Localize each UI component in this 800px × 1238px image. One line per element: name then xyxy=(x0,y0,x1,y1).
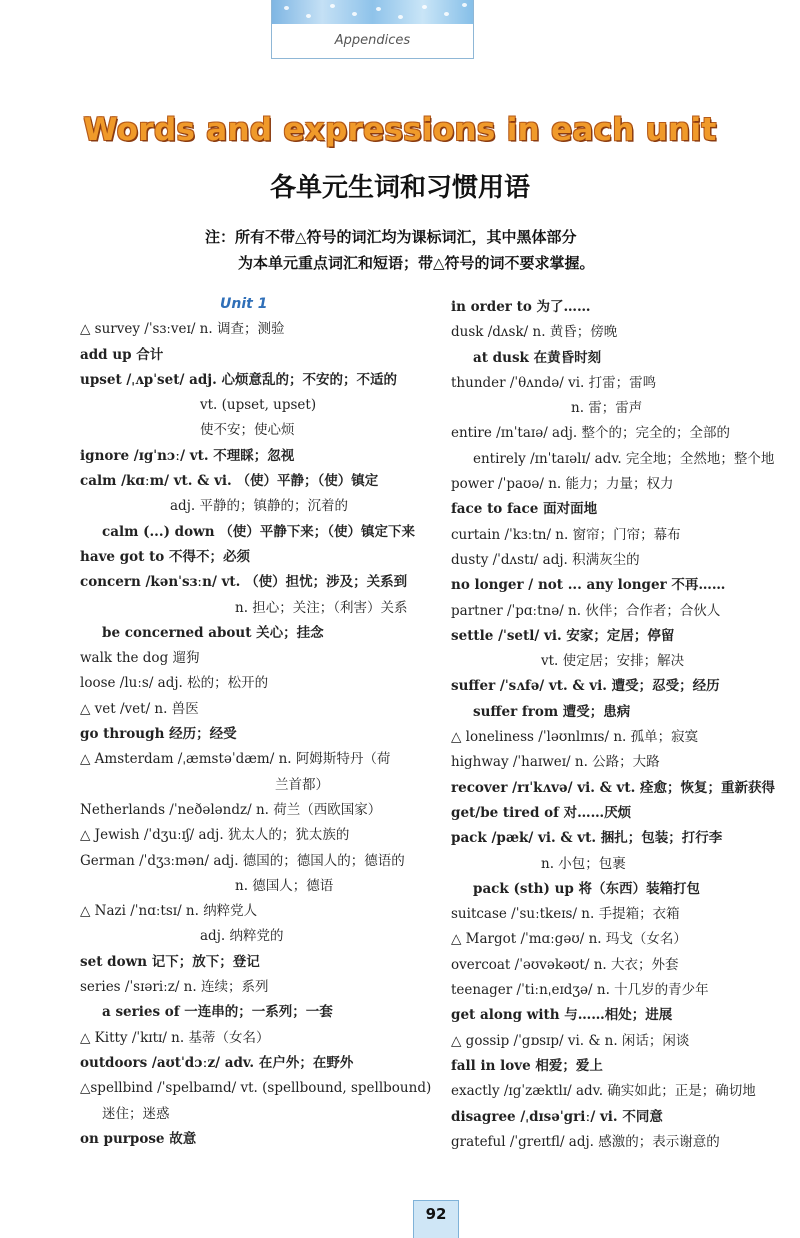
vocab-entry: outdoors /aʊtˈdɔːz/ adv. 在户外；在野外 xyxy=(80,1054,354,1071)
vocab-entry: entirely /ɪnˈtaɪəlɪ/ adv. 完全地；全然地；整个地 xyxy=(473,450,775,467)
vocab-entry: n. 雷；雷声 xyxy=(571,400,643,417)
vocab-entry: △spellbind /ˈspelbaɪnd/ vt. (spellbound, spellbound) xyxy=(80,1080,432,1097)
left-column xyxy=(80,292,431,1152)
page-title-chinese: 各单元生词和习惯用语 xyxy=(269,173,530,203)
vocab-entry: disagree /ˌdɪsəˈgriː/ vi. 不同意 xyxy=(451,1108,663,1125)
vocab-entry: get along with 与……相处；进展 xyxy=(451,1007,673,1024)
vocab-entry: △ gossip /ˈgɒsɪp/ vi. & n. 闲话；闲谈 xyxy=(451,1032,690,1049)
vocab-entry: on purpose 故意 xyxy=(80,1130,197,1147)
page-number-box xyxy=(413,1200,459,1238)
vocab-entry: suffer /ˈsʌfə/ vt. & vi. 遭受；忍受；经历 xyxy=(451,678,720,695)
vocab-entry: be concerned about 关心；挂念 xyxy=(102,624,324,641)
vocab-entry: concern /kənˈsɜːn/ vt. （使）担忧；涉及；关系到 xyxy=(80,574,408,591)
right-column xyxy=(451,295,775,1155)
vocab-entry: settle /ˈsetl/ vi. 安家；定居；停留 xyxy=(451,627,675,644)
vocab-entry: vt. 使定居；安排；解决 xyxy=(541,653,685,670)
vocab-entry: adj. 纳粹党的 xyxy=(200,928,284,945)
vocab-entry: teenager /ˈtiːnˌeɪdʒə/ n. 十几岁的青少年 xyxy=(451,982,709,999)
note-line-2: 为本单元重点词汇和短语；带△符号的词不要求掌握。 xyxy=(238,254,595,272)
vocab-entry: calm (...) down （使）平静下来；（使）镇定下来 xyxy=(102,523,415,540)
vocab-entry: thunder /ˈθʌndə/ vi. 打雷；雷鸣 xyxy=(451,374,657,391)
vocab-entry: no longer / not ... any longer 不再…… xyxy=(451,577,726,594)
vocab-entry: vt. (upset, upset) xyxy=(200,397,317,414)
vocab-entry: n. 小包；包裹 xyxy=(541,855,626,872)
vocab-entry: 迷住；迷惑 xyxy=(102,1105,170,1122)
note-line-1: 注：所有不带△符号的词汇均为课标词汇，其中黑体部分 xyxy=(205,228,577,246)
vocab-entry: dusk /dʌsk/ n. 黄昏；傍晚 xyxy=(451,324,618,341)
vocab-entry: △ Margot /ˈmɑːgəʊ/ n. 玛戈（女名） xyxy=(451,931,687,948)
vocab-entry: calm /kɑːm/ vt. & vi. （使）平静；（使）镇定 xyxy=(80,473,379,490)
vocab-entry: △ Amsterdam /ˌæmstəˈdæm/ n. 阿姆斯特丹（荷 xyxy=(80,751,391,768)
vocab-entry: △ Kitty /ˈkɪtɪ/ n. 基蒂（女名） xyxy=(80,1029,270,1046)
vocab-entry: n. 德国人；德语 xyxy=(235,877,334,894)
note-block xyxy=(205,224,595,276)
vocab-entry: n. 担心；关注；（利害）关系 xyxy=(235,599,408,616)
vocab-entry: suitcase /ˈsuːtkeɪs/ n. 手提箱；衣箱 xyxy=(451,906,680,923)
vocab-entry: German /ˈdʒɜːmən/ adj. 德国的；德国人的；德语的 xyxy=(80,852,405,869)
vocab-entry: loose /luːs/ adj. 松的；松开的 xyxy=(80,675,269,692)
vocab-entry: highway /ˈhaɪweɪ/ n. 公路；大路 xyxy=(451,754,660,771)
vocab-entry: get/be tired of 对……厌烦 xyxy=(451,804,632,821)
vocab-entry: dusty /ˈdʌstɪ/ adj. 积满灰尘的 xyxy=(451,551,640,568)
vocab-entry: series /ˈsɪəriːz/ n. 连续；系列 xyxy=(80,979,269,996)
vocab-entry: 使不安；使心烦 xyxy=(200,422,295,439)
vocab-entry: overcoat /ˈəʊvəkəʊt/ n. 大衣；外套 xyxy=(451,956,679,973)
vocab-entry: add up 合计 xyxy=(80,346,164,363)
vocab-entry: △ Nazi /ˈnɑːtsɪ/ n. 纳粹党人 xyxy=(80,903,258,920)
vocab-entry: face to face 面对面地 xyxy=(451,501,598,518)
appendices-header-tab xyxy=(271,0,474,59)
vocab-entry: recover /rɪˈkʌvə/ vi. & vt. 痊愈；恢复；重新获得 xyxy=(451,779,775,796)
vocab-entry: curtain /ˈkɜːtn/ n. 窗帘；门帘；幕布 xyxy=(451,526,681,543)
vocab-entry: △ vet /vet/ n. 兽医 xyxy=(80,700,199,717)
vocab-entry: set down 记下；放下；登记 xyxy=(80,953,260,970)
vocab-entry: △ loneliness /ˈləʊnlɪnɪs/ n. 孤单；寂寞 xyxy=(451,729,699,746)
vocab-entry: pack /pæk/ vi. & vt. 捆扎；包装；打行李 xyxy=(451,830,723,847)
unit-heading: Unit 1 xyxy=(220,296,268,312)
vocab-entry: pack (sth) up 将（东西）装箱打包 xyxy=(473,880,701,897)
vocab-entry: upset /ˌʌpˈset/ adj. 心烦意乱的；不安的；不适的 xyxy=(80,371,398,388)
page-number: 92 xyxy=(425,1205,447,1223)
vocab-entry: ignore /ɪgˈnɔː/ vt. 不理睬；忽视 xyxy=(80,447,295,464)
vocab-entry: suffer from 遭受；患病 xyxy=(473,703,631,720)
page-title-english: Words and expressions in each unit xyxy=(83,112,717,148)
vocab-entry: △ Jewish /ˈdʒuːɪʃ/ adj. 犹太人的；犹太族的 xyxy=(80,827,350,844)
vocab-entry: Netherlands /ˈneðələndz/ n. 荷兰（西欧国家） xyxy=(80,801,382,818)
vocab-entry: have got to 不得不；必须 xyxy=(80,548,251,565)
vocab-entry: exactly /ɪgˈzæktlɪ/ adv. 确实如此；正是；确切地 xyxy=(451,1083,756,1100)
vocab-entry: grateful /ˈgreɪtfl/ adj. 感激的；表示谢意的 xyxy=(451,1133,720,1150)
vocab-entry: fall in love 相爱；爱上 xyxy=(451,1057,603,1074)
vocab-entry: △ survey /ˈsɜːveɪ/ n. 调查；测验 xyxy=(80,321,285,338)
vocab-entry: in order to 为了…… xyxy=(451,299,591,315)
vocab-entry: a series of 一连串的；一系列；一套 xyxy=(102,1004,333,1021)
vocab-entry: at dusk 在黄昏时刻 xyxy=(473,349,602,366)
vocab-entry: entire /ɪnˈtaɪə/ adj. 整个的；完全的；全部的 xyxy=(451,425,731,442)
vocab-entry: 兰首都） xyxy=(275,776,329,793)
vocab-entry: partner /ˈpɑːtnə/ n. 伙伴；合作者；合伙人 xyxy=(451,602,721,619)
vocab-entry: power /ˈpaʊə/ n. 能力；力量；权力 xyxy=(451,476,674,493)
header-water-strip xyxy=(272,0,473,24)
vocab-entry: adj. 平静的；镇静的；沉着的 xyxy=(170,498,348,515)
header-label: Appendices xyxy=(334,33,411,48)
vocab-entry: walk the dog 遛狗 xyxy=(80,650,200,667)
vocab-entry: go through 经历；经受 xyxy=(80,726,237,743)
